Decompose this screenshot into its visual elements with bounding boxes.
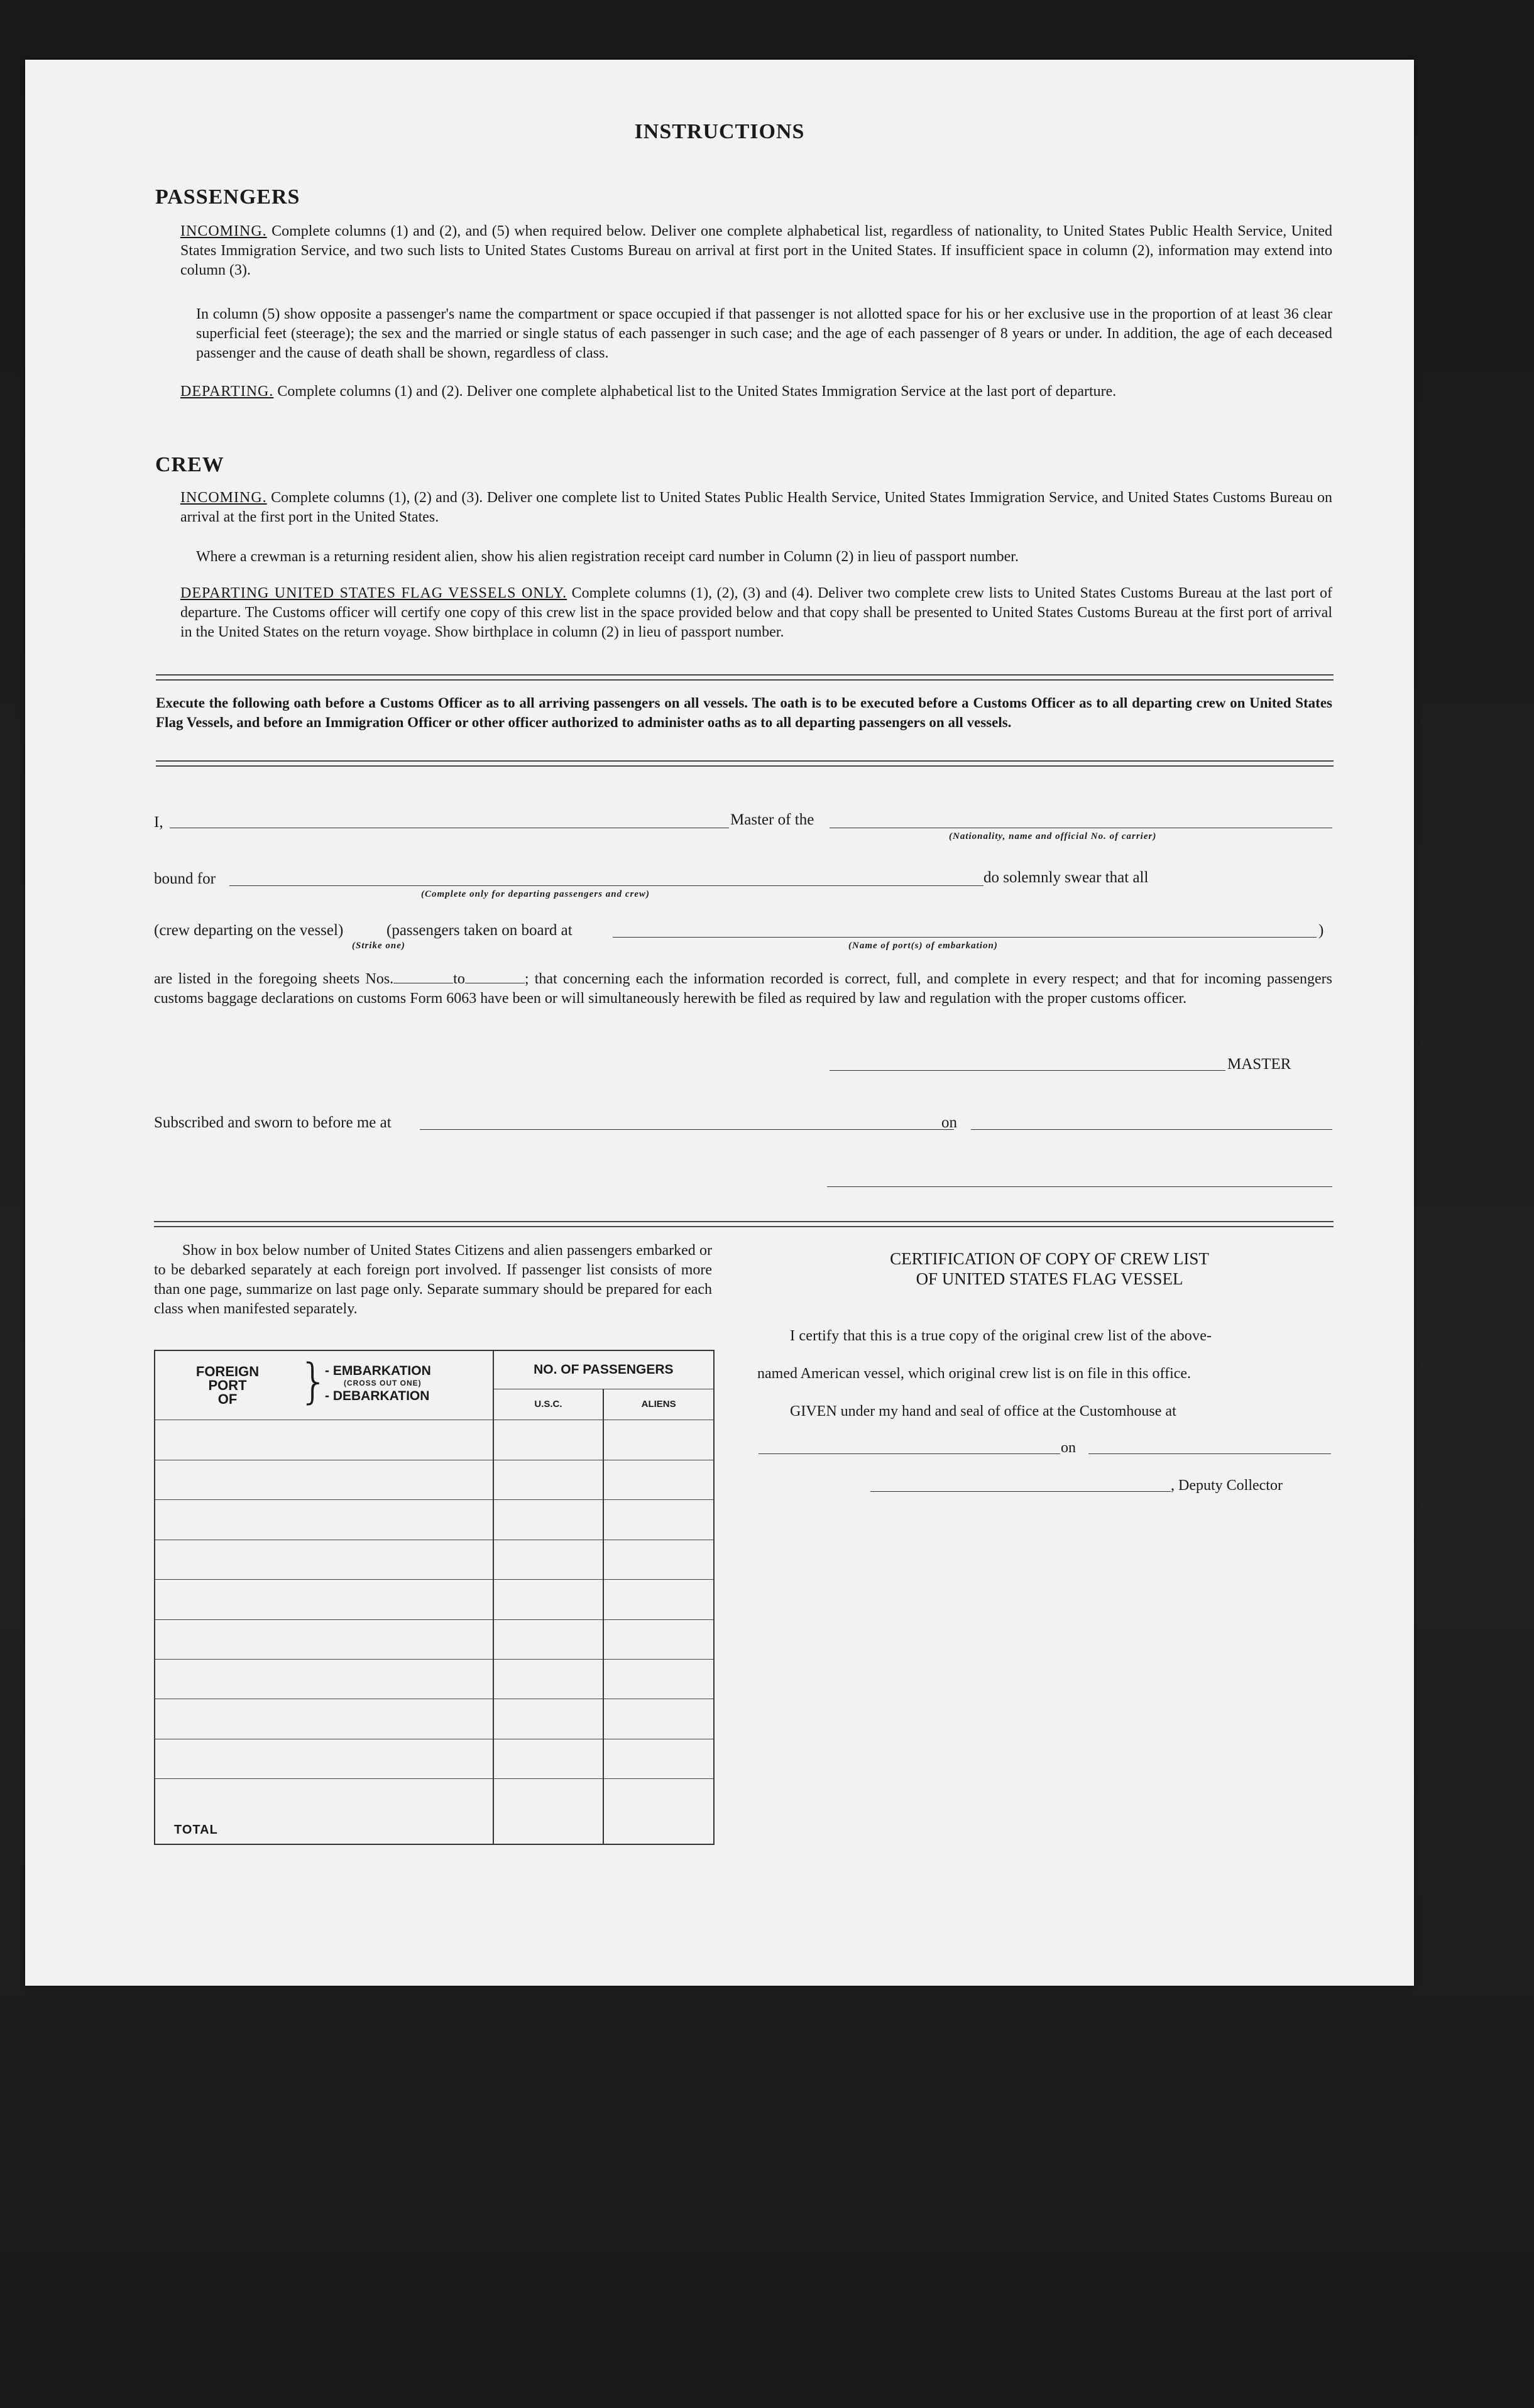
foreign-port-of-label: FOREIGN PORT OF [195, 1364, 260, 1408]
table-row [155, 1739, 714, 1778]
double-rule-top [156, 674, 1334, 681]
passengers-departing-paragraph [180, 382, 1332, 402]
usc-cell[interactable] [493, 1660, 604, 1699]
crew-incoming-paragraph [180, 488, 1332, 527]
table-row [155, 1540, 714, 1579]
given-line: GIVEN under my hand and seal of office at the Customhouse at [790, 1403, 1176, 1420]
customhouse-field[interactable] [759, 1453, 1060, 1454]
do-solemnly-label: do solemnly swear that all [983, 869, 1149, 886]
passengers-incoming-lead: INCOMING. [180, 223, 267, 239]
usc-cell[interactable] [493, 1540, 604, 1579]
passengers-departing-text: Complete columns (1) and (2). Deliver one complete alphabetical list to the United States Immigration Service at the last port of departure. [273, 383, 1117, 400]
sworn-on-label: on [941, 1114, 957, 1131]
aliens-cell[interactable] [603, 1460, 714, 1499]
sworn-date-field[interactable] [971, 1129, 1332, 1130]
total-label: TOTAL [174, 1823, 218, 1837]
port-cell[interactable] [155, 1619, 493, 1659]
usc-cell[interactable] [493, 1500, 604, 1540]
aliens-cell[interactable] [603, 1420, 714, 1460]
crew-incoming-text: Complete columns (1), (2) and (3). Deliver one complete list to United States Public Health Service, United States Immigration Service, and United States Customs Bureau on arrival at the first port in the United States. [180, 490, 1332, 525]
deputy-signature-field[interactable] [870, 1491, 1171, 1492]
statement-rest: ; that concerning each the information recorded is correct, full, and complete in every respect; and that for incoming passengers customs baggage declarations on customs Form 6063 have been or will simultaneously herewith be filed as required by law and regulation with the proper customs officer. [154, 971, 1332, 1007]
crew-departing-option: (crew departing on the vessel) [154, 922, 344, 939]
port-field[interactable] [613, 937, 1317, 938]
usc-cell[interactable] [493, 1739, 604, 1778]
certify-line-2: named American vessel, which original crew list is on file in this office. [757, 1365, 1192, 1382]
sworn-place-field[interactable] [420, 1129, 954, 1130]
table-row [155, 1500, 714, 1540]
port-cell[interactable] [155, 1500, 493, 1540]
oath-statement-paragraph [154, 970, 1332, 1009]
complete-only-caption: (Complete only for departing passengers and crew) [421, 889, 650, 899]
foreign-port-header [155, 1350, 493, 1420]
table-row [155, 1580, 714, 1619]
no-of-passengers-header: NO. OF PASSENGERS [493, 1350, 714, 1389]
certify-line-1: I certify that this is a true copy of the original crew list of the above- [790, 1328, 1212, 1344]
master-label: MASTER [1227, 1056, 1291, 1073]
aliens-cell[interactable] [603, 1699, 714, 1739]
double-rule-oath [156, 760, 1334, 767]
passengers-incoming-text: Complete columns (1) and (2), and (5) when required below. Deliver one complete alphabetical list, regardless of nationality, to United States Public Health Service, United States Immigration Service, and two such lists to United States Customs Bureau on arrival at first port in the United States. If insufficient space in column (2), information may extend into column (3). [180, 223, 1332, 278]
port-cell[interactable] [155, 1420, 493, 1460]
debarkation-label: - DEBARKATION [325, 1389, 430, 1404]
cross-out-label: (CROSS OUT ONE) [344, 1379, 422, 1388]
crew-incoming-lead: INCOMING. [180, 490, 267, 506]
port-cell[interactable] [155, 1460, 493, 1499]
usc-cell[interactable] [493, 1420, 604, 1460]
summary-instruction: Show in box below number of United States Citizens and alien passengers embarked or to be debarked separately at each foreign port involved. If passenger list consists of more than one page, summarize on last page only. Separate summary should be prepared for each class when manifested separately. [154, 1242, 712, 1317]
usc-cell[interactable] [493, 1699, 604, 1739]
table-row [155, 1699, 714, 1739]
port-cell[interactable] [155, 1699, 493, 1739]
to-label: to [453, 971, 465, 987]
passengers-column5-paragraph: In column (5) show opposite a passenger's name the compartment or space occupied if that passenger is not allotted space for his or her exclusive use in the proportion of at least 36 clear superficial feet (steerage); the sex and the married or single status of each passenger in such case; and the age of each passenger of 8 years or under. In addition, the age of each deceased passenger and the cause of death shall be shown, regardless of class. [196, 306, 1332, 361]
oath-i-label: I, [154, 814, 163, 831]
oath-instruction-paragraph: Execute the following oath before a Customs Officer as to all arriving passengers on all vessels. The oath is to be executed before a Customs Officer as to all departing crew on United States Flag Vessels, and before an Immigration Officer or other officer authorized to administer oaths as to all departing passengers on all vessels. [156, 695, 1332, 730]
usc-header: U.S.C. [493, 1389, 604, 1420]
aliens-cell[interactable] [603, 1500, 714, 1540]
master-signature-field[interactable] [830, 1070, 1225, 1071]
passengers-incoming-paragraph [180, 222, 1332, 280]
bound-for-field[interactable] [229, 885, 983, 886]
passengers-departing-lead: DEPARTING. [180, 383, 274, 400]
table-row [155, 1420, 714, 1460]
are-listed-label: are listed in the foregoing sheets Nos. [154, 971, 394, 987]
total-aliens-cell[interactable] [603, 1779, 714, 1844]
crew-heading: CREW [155, 453, 224, 476]
crew-resident-paragraph: Where a crewman is a returning resident alien, show his alien registration receipt card number in Column (2) in lieu of passport number. [196, 549, 1019, 565]
table-row [155, 1619, 714, 1659]
aliens-header: ALIENS [603, 1389, 714, 1420]
total-row [155, 1779, 714, 1844]
cert-on-label: on [1061, 1440, 1076, 1456]
port-cell[interactable] [155, 1540, 493, 1579]
port-cell[interactable] [155, 1660, 493, 1699]
crew-departing-lead: DEPARTING UNITED STATES FLAG VESSELS ONLY. [180, 585, 567, 601]
table-row [155, 1460, 714, 1499]
brace-glyph: } [299, 1353, 329, 1409]
usc-cell[interactable] [493, 1580, 604, 1619]
aliens-cell[interactable] [603, 1540, 714, 1579]
strike-one-caption: (Strike one) [352, 941, 405, 951]
officer-signature-field[interactable] [827, 1186, 1332, 1187]
aliens-cell[interactable] [603, 1580, 714, 1619]
table-row [155, 1660, 714, 1699]
sheet-to-field[interactable] [465, 970, 525, 983]
passenger-summary-table [154, 1350, 715, 1845]
aliens-cell[interactable] [603, 1739, 714, 1778]
bound-for-label: bound for [154, 870, 216, 887]
port-caption: (Name of port(s) of embarkation) [848, 941, 998, 951]
usc-cell[interactable] [493, 1619, 604, 1659]
document-page [25, 60, 1414, 1986]
sheet-from-field[interactable] [393, 970, 453, 983]
aliens-cell[interactable] [603, 1619, 714, 1659]
nationality-caption: (Nationality, name and official No. of carrier) [949, 831, 1157, 841]
passengers-heading: PASSENGERS [155, 185, 300, 209]
close-paren: ) [1318, 922, 1324, 939]
master-of-the-label: Master of the [730, 811, 814, 828]
certification-heading-line2: OF UNITED STATES FLAG VESSEL [916, 1269, 1183, 1288]
port-cell[interactable] [155, 1580, 493, 1619]
double-rule-bottom [154, 1221, 1334, 1227]
port-cell[interactable] [155, 1739, 493, 1778]
cert-date-field[interactable] [1088, 1453, 1331, 1454]
embarkation-label: - EMBARKATION [325, 1364, 431, 1379]
page-title: INSTRUCTIONS [634, 120, 805, 143]
subscribed-label: Subscribed and sworn to before me at [154, 1114, 392, 1131]
crew-departing-paragraph [180, 584, 1332, 642]
deputy-collector-label: , Deputy Collector [1171, 1477, 1283, 1494]
total-usc-cell[interactable] [493, 1779, 604, 1844]
aliens-cell[interactable] [603, 1660, 714, 1699]
crew-departing-text: Complete columns (1), (2), (3) and (4). Deliver two complete crew lists to United States Customs Bureau at the last port of departure. The Customs officer will certify one copy of this crew list in the space provided below and that copy shall be presented to United States Customs Bureau at the first port of arrival in the United States on the return voyage. Show birthplace in column (2) in lieu of passport number. [180, 585, 1332, 640]
certification-heading-line1: CERTIFICATION OF COPY OF CREW LIST [890, 1249, 1209, 1268]
total-label-cell [155, 1779, 493, 1844]
usc-cell[interactable] [493, 1460, 604, 1499]
passengers-taken-option: (passengers taken on board at [386, 922, 573, 939]
